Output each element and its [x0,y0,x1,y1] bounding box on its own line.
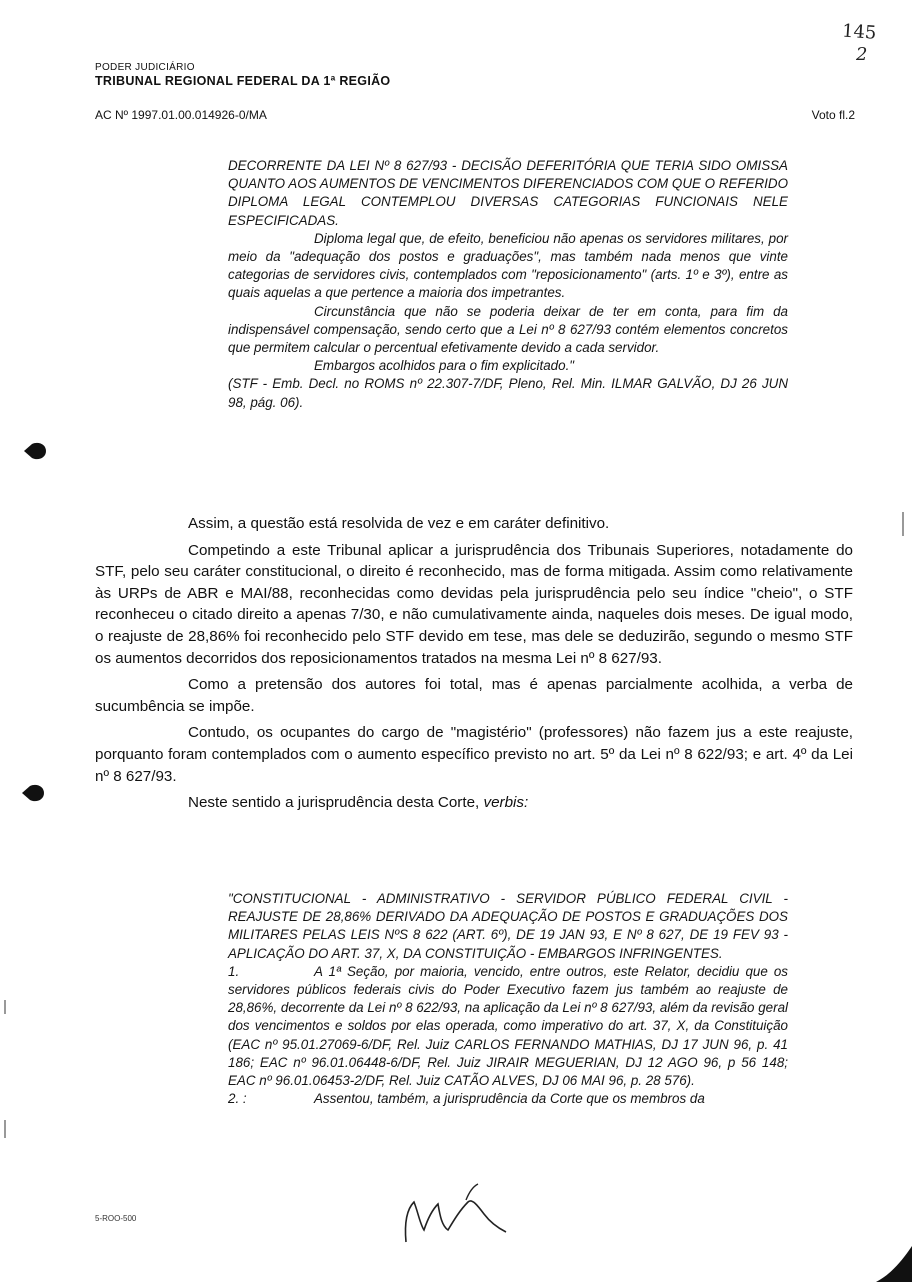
page-number-stamp [842,22,886,74]
quote2-item-1-number: 1. [228,963,240,979]
quote2-item-2-number: 2. : [228,1091,247,1107]
quote2-heading: "CONSTITUCIONAL - ADMINISTRATIVO - SERVIDOR PÚBLICO FEDERAL CIVIL - REAJUSTE DE 28,86% DERIVADO DA ADEQUAÇÃO DE POSTOS E GRADUAÇÕES DOS MILITARES PELAS LEIS NºS 8 622 (ART. 6º), DE 19 JAN 93, E Nº 8 627, DE 19 FEV 93 - APLICAÇÃO DO ART. 37, X, DA CONSTITUIÇÃO - EMBARGOS INFRINGENTES. [228,891,788,961]
stamp-mark: 2 [856,44,868,65]
footer-form-code: 5-ROO-500 [95,1214,137,1223]
quote2-item-1-text: A 1ª Seção, por maioria, vencido, entre outros, este Relator, decidiu que os servidores públicos federais civis do Poder Executivo fazem jus também ao reajuste de 28,86%, decorrente da Lei nº 8 622/93, na aplicação da Lei nº 8 627/93, além da revisão geral dos vencimentos e soldos por elas operada, como imperativo do art. 37, X, da Constituição (EAC nº 95.01.27069-6/DF, Rel. Juiz CARLOS FERNANDO MATHIAS, DJ 17 JUN 96, p. 41 186; EAC nº 96.01.06448-6/DF, Rel. Juiz JIRAIR MEGUERIAN, DJ 12 AGO 96, p 56 148; EAC nº 96.01.06453-2/DF, Rel. Juiz CATÃO ALVES, DJ 06 MAI 96, p. 28 576). [228,963,788,1089]
quote1-paragraph-2: Circunstância que não se poderia deixar de ter em conta, para fim da indispensável compensação, sendo certo que a Lei nº 8 627/93 contém elementos concretos que permitem calcular o percentual efetivamente devido a cada servidor. [228,303,788,356]
body-paragraph-5-text: Neste sentido a jurisprudência desta Corte, [188,794,484,812]
quote2-item-2 [228,1090,788,1108]
quote-block-trf [228,890,788,1108]
quote2-item-2-text: Assentou, também, a jurisprudência da Corte que os membros da [314,1091,705,1107]
court-branch: PODER JUDICIÁRIO [95,62,195,73]
edge-mark-left-1 [4,1000,6,1014]
body-paragraph-2: Competindo a este Tribunal aplicar a jurisprudência dos Tribunais Superiores, notadamente do STF, pelo seu caráter constitucional, o direito é reconhecido, mas de forma mitigada. Assim como relativamente às URPs de ABR e MAI/88, reconhecidas como devidas pela jurisprudência pelo seu índice "cheio", o STF reconheceu o citado direito a apenas 7/30, e não cumulativamente ainda, naqueles dois meses. De igual modo, o reajuste de 28,86% foi reconhecido pelo STF devido em tese, mas dele se deduzirão, segundo o mesmo STF os aumentos decorridos dos reposicionamentos tratados na mesma Lei nº 8 627/93. [95,541,853,667]
folio-label: Voto fl.2 [811,108,855,122]
quote1-paragraph-1: Diploma legal que, de efeito, beneficiou não apenas os servidores militares, por meio da "adequação dos postos e graduações", mas também nada menos que vinte categorias de servidores civis, contemplados com "reposicionamento" (arts. 1º e 3º), entre as quais aquelas a que pertence a maioria dos impetrantes. [228,230,788,301]
quote1-citation: (STF - Emb. Decl. no ROMS nº 22.307-7/DF, Pleno, Rel. Min. ILMAR GALVÃO, DJ 26 JUN 98, pág. 06). [228,376,788,410]
quote1-paragraph-3: Embargos acolhidos para o fim explicitado." [314,358,575,374]
body-paragraph-1: Assim, a questão está resolvida de vez e em caráter definitivo. [188,515,610,532]
edge-mark-left-2 [4,1120,6,1138]
court-name: TRIBUNAL REGIONAL FEDERAL DA 1ª REGIÃO [95,74,391,88]
case-number: AC Nº 1997.01.00.014926-0/MA [95,108,267,122]
signature-icon [398,1180,518,1250]
punch-hole-top-icon [22,440,48,462]
body-paragraph-5 [95,792,853,814]
body-paragraph-4: Contudo, os ocupantes do cargo de "magistério" (professores) não fazem jus a este reajuste, porquanto foram contemplados com o aumento específico previsto no art. 5º da Lei nº 8 622/93; e art. 4º da Lei nº 8 627/93. [95,724,853,785]
corner-tear-icon [872,1246,912,1282]
body-paragraph-5-verbis: verbis: [483,794,529,812]
edge-mark-right [902,512,904,536]
body-text [95,513,853,819]
punch-hole-bottom-icon [20,782,46,804]
quote1-heading: DECORRENTE DA LEI Nº 8 627/93 - DECISÃO DEFERITÓRIA QUE TERIA SIDO OMISSA QUANTO AOS AUMENTOS DE VENCIMENTOS DIFERENCIADOS COM QUE O REFERIDO DIPLOMA LEGAL CONTEMPLOU DIVERSAS CATEGORIAS FUNCIONAIS NELE ESPECIFICADAS. [228,158,788,228]
quote-block-stf [228,157,788,412]
case-line [95,108,855,122]
court-header [95,62,390,88]
body-paragraph-3: Como a pretensão dos autores foi total, mas é apenas parcialmente acolhida, a verba de sucumbência se impõe. [95,676,853,715]
stamp-number: 145 [841,20,878,44]
